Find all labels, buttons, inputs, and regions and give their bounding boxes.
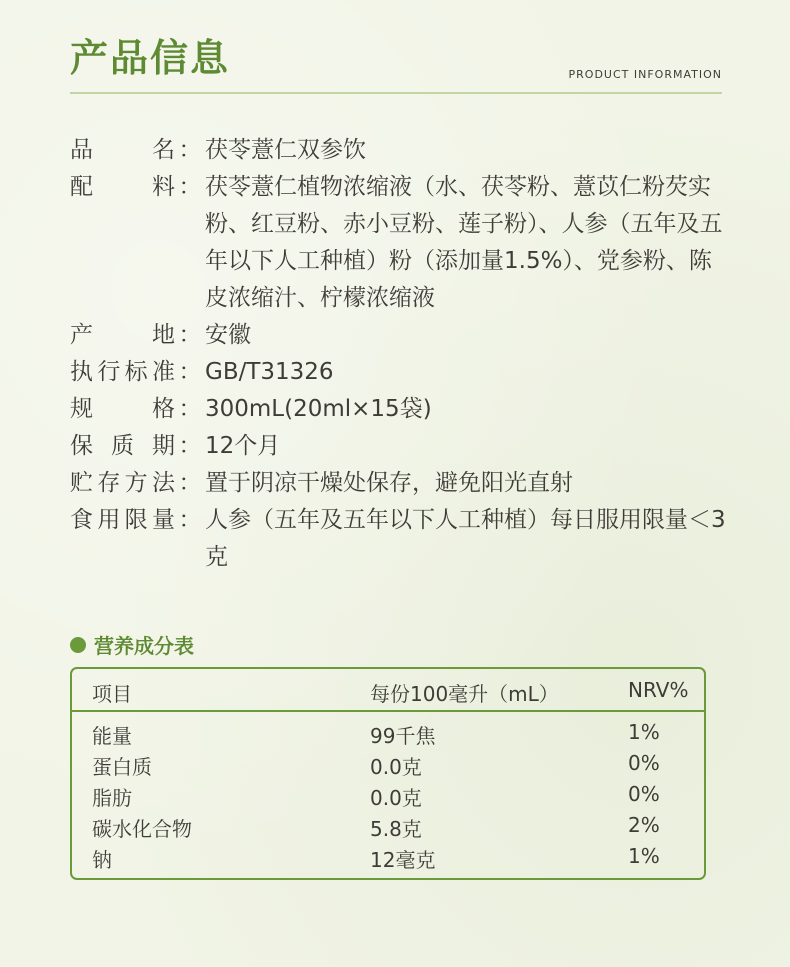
info-label: 食 用 限 量 bbox=[70, 507, 175, 533]
nutrition-heading-text: 营养成分表 bbox=[94, 634, 194, 658]
info-row-name bbox=[70, 132, 730, 169]
info-label: 贮 存 方 法 bbox=[70, 470, 175, 496]
label-colon: ： bbox=[178, 470, 202, 496]
page-subtitle: PRODUCT INFORMATION bbox=[568, 68, 722, 81]
label-colon: ： bbox=[178, 396, 202, 422]
column-header-item: 项目 bbox=[92, 682, 132, 706]
info-label: 保 质 期 bbox=[70, 433, 175, 459]
nutrition-table-body bbox=[72, 720, 704, 875]
table-row bbox=[72, 782, 704, 813]
column-header-nrv: NRV% bbox=[628, 678, 689, 702]
label-colon: ： bbox=[178, 433, 202, 459]
nutrient-nrv: 0% bbox=[628, 751, 660, 775]
title-divider bbox=[70, 92, 722, 94]
bullet-dot-icon bbox=[70, 637, 86, 653]
nutrient-name: 脂肪 bbox=[92, 786, 132, 810]
info-row-spec bbox=[70, 391, 730, 428]
info-value: 12个月 bbox=[205, 433, 281, 459]
info-value: 300mL(20ml×15袋) bbox=[205, 396, 432, 422]
nutrient-name: 碳水化合物 bbox=[92, 817, 192, 841]
nutrition-table bbox=[70, 667, 706, 880]
info-label: 产 地 bbox=[70, 322, 175, 348]
nutrient-amount: 0.0克 bbox=[370, 755, 422, 779]
info-row-shelf-life bbox=[70, 428, 730, 465]
nutrient-name: 能量 bbox=[92, 724, 132, 748]
nutrient-nrv: 1% bbox=[628, 844, 660, 868]
label-colon: ： bbox=[178, 322, 202, 348]
nutrient-amount: 0.0克 bbox=[370, 786, 422, 810]
info-row-ingredients bbox=[70, 169, 730, 317]
info-value: 置于阴凉干燥处保存，避免阳光直射 bbox=[205, 470, 573, 496]
label-colon: ： bbox=[178, 174, 202, 200]
nutrient-amount: 99千焦 bbox=[370, 724, 436, 748]
nutrition-table-header bbox=[72, 669, 704, 712]
column-header-per-serving: 每份100毫升（mL） bbox=[370, 682, 559, 706]
table-row bbox=[72, 844, 704, 875]
nutrition-heading bbox=[70, 630, 194, 659]
info-row-standard bbox=[70, 354, 730, 391]
nutrient-nrv: 0% bbox=[628, 782, 660, 806]
table-row bbox=[72, 813, 704, 844]
product-info-list bbox=[70, 132, 730, 576]
info-row-dosage-limit bbox=[70, 502, 730, 576]
info-value: 安徽 bbox=[205, 322, 251, 348]
label-colon: ： bbox=[178, 359, 202, 385]
info-value: 人参（五年及五年以下人工种植）每日服用限量＜3克 bbox=[205, 507, 726, 570]
nutrient-name: 蛋白质 bbox=[92, 755, 152, 779]
info-row-origin bbox=[70, 317, 730, 354]
nutrient-nrv: 2% bbox=[628, 813, 660, 837]
page-title: 产品信息 bbox=[70, 36, 231, 80]
nutrient-name: 钠 bbox=[92, 848, 112, 872]
nutrient-amount: 5.8克 bbox=[370, 817, 422, 841]
info-row-storage bbox=[70, 465, 730, 502]
info-label: 执 行 标 准 bbox=[70, 359, 175, 385]
info-label: 品 名 bbox=[70, 137, 175, 163]
info-value: 茯苓薏仁双参饮 bbox=[205, 137, 366, 163]
table-row bbox=[72, 751, 704, 782]
info-label: 规 格 bbox=[70, 396, 175, 422]
label-colon: ： bbox=[178, 137, 202, 163]
info-value: GB/T31326 bbox=[205, 359, 334, 385]
table-row bbox=[72, 720, 704, 751]
nutrient-nrv: 1% bbox=[628, 720, 660, 744]
info-label: 配 料 bbox=[70, 174, 175, 200]
label-colon: ： bbox=[178, 507, 202, 533]
nutrient-amount: 12毫克 bbox=[370, 848, 436, 872]
info-value: 茯苓薏仁植物浓缩液（水、茯苓粉、薏苡仁粉芡实粉、红豆粉、赤小豆粉、莲子粉）、人参（五年及五年以下人工种植）粉（添加量1.5%）、党参粉、陈皮浓缩汁、柠檬浓缩液 bbox=[205, 174, 723, 311]
